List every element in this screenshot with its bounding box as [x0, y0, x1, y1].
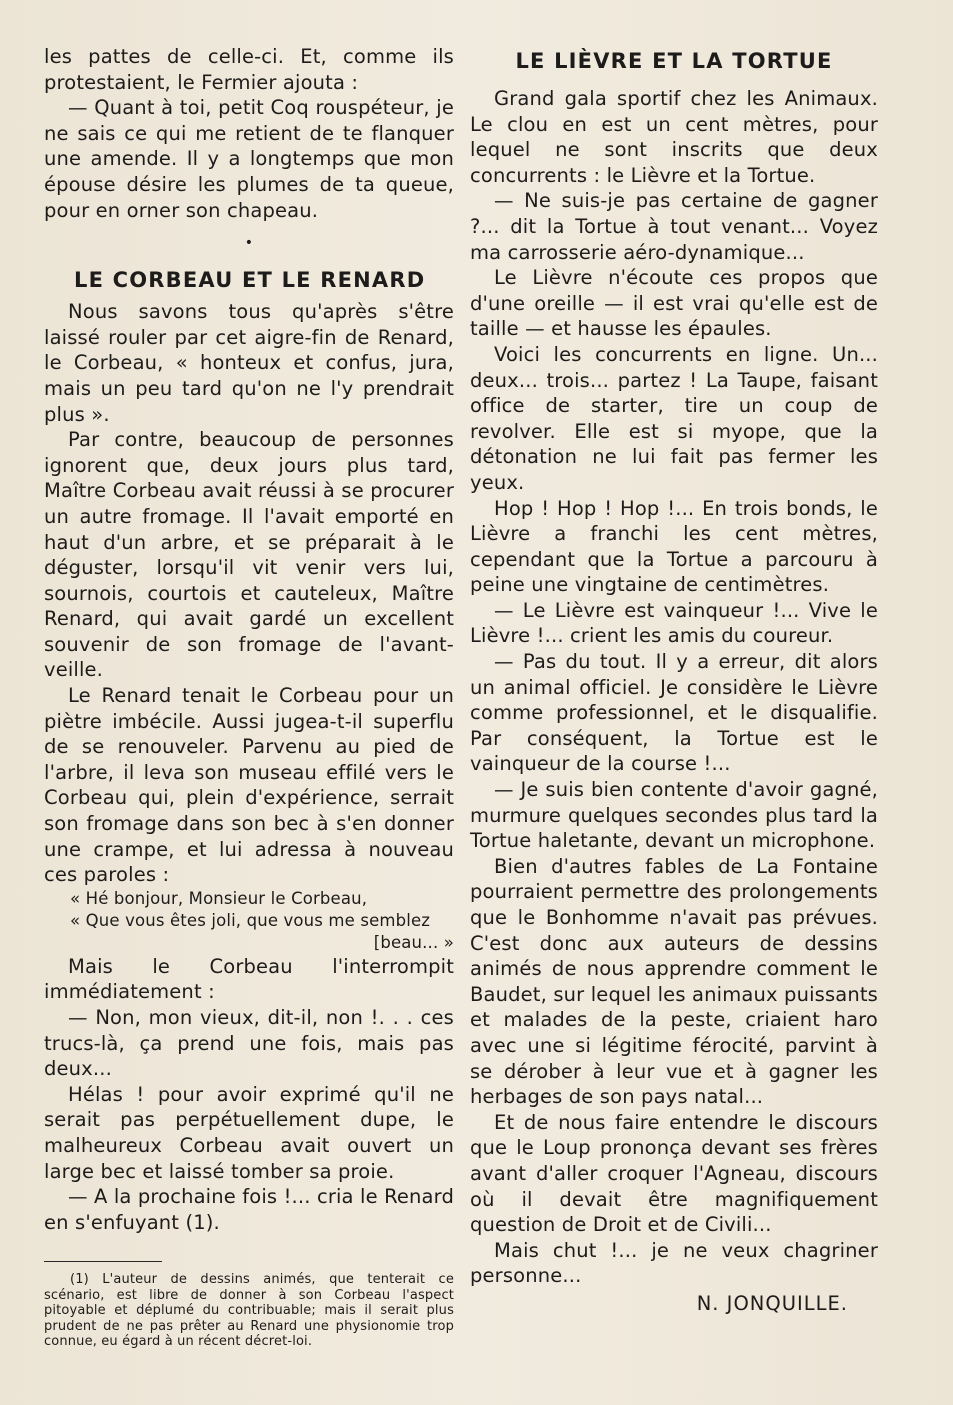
- paragraph: — Quant à toi, petit Coq rouspéteur, je ne sais ce qui me retient de te flanquer une amende. Il y a longtemps que mon épouse désire les plumes de ta queue, pour en orner son chapeau.: [44, 96, 454, 222]
- verse-line: « Hé bonjour, Monsieur le Corbeau,: [70, 888, 368, 908]
- paragraph: Le Renard tenait le Corbeau pour un piètre imbécile. Aussi jugea-t-il superflu de se renouveler. Parvenu au pied de l'arbre, il leva son museau effilé vers le Corbeau qui, plein d'expérience, serrait son fromage dans son bec à s'en donner une crampe, et lui adressa à nouveau ces paroles :: [44, 684, 454, 887]
- paragraph: — Le Lièvre est vainqueur !... Vive le Lièvre !... crient les amis du coureur.: [470, 598, 878, 648]
- paragraph: Bien d'autres fables de La Fontaine pourraient permettre des prolongements que le Bonhomme n'avait pas prévues. C'est donc aux auteurs de dessins animés de nous apprendre comment le Baudet, sur lequel les animaux puissants et malades de la peste, criaient haro avec une si légitime férocité, parvint à se dérober à leur vue et à gagner les herbages de son pays natal...: [470, 854, 878, 1109]
- right-column: [470, 44, 878, 1317]
- paragraph: Mais chut !... je ne veux chagriner personne...: [470, 1238, 878, 1288]
- paragraph: — Ne suis-je pas certaine de gagner ?... dit la Tortue à tout venant... Voyez ma carrosserie aéro-dynamique...: [470, 189, 878, 264]
- paragraph: Le Lièvre n'écoute ces propos que d'une oreille — il est vrai qu'elle est de taille — et hausse les épaules.: [470, 266, 878, 341]
- paragraph: — Pas du tout. Il y a erreur, dit alors un animal officiel. Je considère le Lièvre comme professionnel, et le disqualifie. Par conséquent, la Tortue est le vainqueur de la course !...: [470, 650, 878, 776]
- paragraph: Nous savons tous qu'après s'être laissé rouler par cet aigre-fin de Renard, le Corbeau, « honteux et confus, jura, mais un peu tard qu'on ne l'y prendrait plus ».: [44, 300, 454, 426]
- paragraph: Grand gala sportif chez les Animaux. Le clou en est un cent mètres, pour lequel ne sont inscrits que deux concurrents : le Lièvre et la Tortue.: [470, 87, 878, 187]
- paragraph: Hop ! Hop ! Hop !... En trois bonds, le Lièvre a franchi les cent mètres, cependant que la Tortue a parcouru à peine une vingtaine de centimètres.: [470, 496, 878, 597]
- section-separator: •: [244, 235, 254, 252]
- paragraph: Et de nous faire entendre le discours que le Loup prononça devant ses frères avant d'aller croquer l'Agneau, discours où il devait être magnifiquement question de Droit et de Civili...: [470, 1110, 878, 1237]
- paragraph: — Non, mon vieux, dit-il, non !. . . ces trucs-là, ça prend une fois, mais pas deux...: [44, 1006, 454, 1081]
- author-signature: N. JONQUILLE.: [696, 1291, 848, 1315]
- paragraph: — Je suis bien contente d'avoir gagné, murmure quelques secondes plus tard la Tortue haletante, devant un microphone.: [470, 778, 878, 853]
- footnote-divider: [44, 1261, 162, 1262]
- left-column: [44, 44, 454, 1350]
- paragraph: les pattes de celle-ci. Et, comme ils protestaient, le Fermier ajouta :: [44, 45, 454, 94]
- story-title-corbeau: LE CORBEAU ET LE RENARD: [74, 268, 426, 293]
- verse-line: « Que vous êtes joli, que vous me semblez: [70, 910, 431, 930]
- footnote: (1) L'auteur de dessins animés, que tenterait ce scénario, est libre de donner à son Corbeau l'aspect pitoyable et déplumé du contribuable; mais il serait plus prudent de ne pas prêter au Renard une physionomie trop connue, eu égard à un récent décret-loi.: [44, 1272, 454, 1350]
- paragraph: Voici les concurrents en ligne. Un... deux... trois... partez ! La Taupe, faisant office de starter, tire un coup de revolver. Elle est si myope, que la détonation ne lui fait pas fermer les yeux.: [470, 342, 878, 494]
- paragraph: Hélas ! pour avoir exprimé qu'il ne serait pas perpétuellement dupe, le malheureux Corbeau avait ouvert un large bec et laissé tomber sa proie.: [44, 1082, 454, 1183]
- verse-line-continuation: [beau... »: [373, 932, 454, 952]
- paragraph: Mais le Corbeau l'interrompit immédiatement :: [44, 954, 454, 1004]
- paragraph: Par contre, beaucoup de personnes ignorent que, deux jours plus tard, Maître Corbeau avait réussi à se procurer un autre fromage. Il l'avait emporté en haut d'un arbre, et se préparait à le déguster, lorsqu'il vit venir vers lui, sournois, courtois et cauteleux, Maître Renard, qui avait gardé un excellent souvenir de son fromage de l'avant-veille.: [44, 428, 454, 682]
- story-title-lievre: LE LIÈVRE ET LA TORTUE: [515, 49, 833, 73]
- paragraph: — A la prochaine fois !... cria le Renard en s'enfuyant (1).: [44, 1185, 454, 1234]
